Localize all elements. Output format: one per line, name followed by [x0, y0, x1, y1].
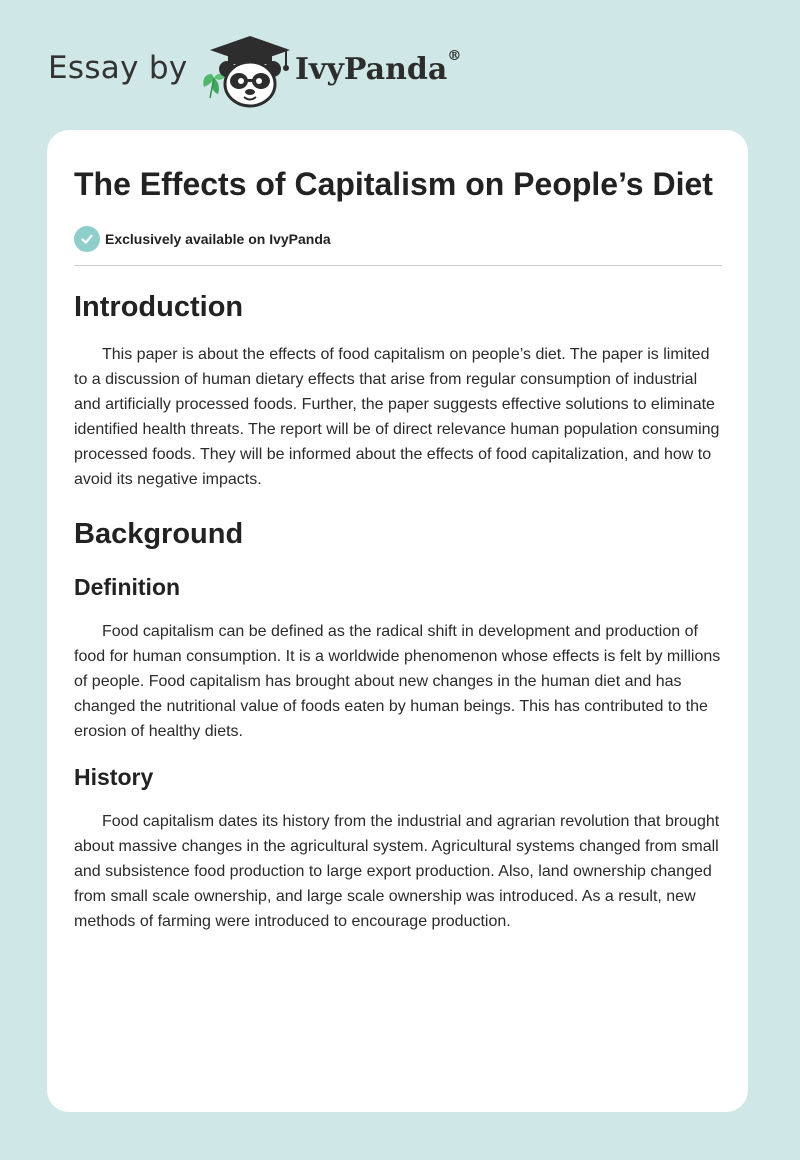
- essay-card: [47, 130, 748, 1112]
- paragraph-introduction: This paper is about the effects of food capitalism on people’s diet. The paper is limited to a discussion of human dietary effects that arise from regular consumption of industrial and artificially processed foods. Further, the paper suggests effective solutions to eliminate identified health threats. The report will be of direct relevance human population consuming processed foods. They will be informed about the effects of food capitalization, and how to avoid its negative impacts.: [74, 346, 720, 488]
- site-header: [0, 0, 800, 130]
- check-circle-icon: [74, 226, 100, 252]
- brand-prefix: Essay by: [48, 50, 188, 86]
- page-title: The Effects of Capitalism on People’s Diet: [74, 166, 713, 202]
- subsection-heading-definition: Definition: [74, 574, 181, 600]
- section-heading-introduction: Introduction: [74, 291, 244, 323]
- paragraph-history: Food capitalism dates its history from the industrial and agrarian revolution that brought about massive changes in the agricultural system. Agricultural systems changed from small and subsistence food production to large export production. Also, land ownership changed from small scale ownership, and large scale ownership was introduced. As a result, new methods of farming were introduced to encourage production.: [74, 813, 720, 930]
- paragraph-definition: Food capitalism can be defined as the radical shift in development and production of food for human consumption. It is a worldwide phenomenon whose effects is felt by millions of people. Food capitalism has brought about new changes in the human diet and has changed the nutritional value of foods eaten by human beings. This has contributed to the erosion of healthy diets.: [74, 623, 721, 740]
- divider: [74, 265, 722, 266]
- registered-mark: ®: [447, 48, 462, 64]
- subsection-heading-history: History: [74, 764, 154, 790]
- brand-name[interactable]: IvyPanda®: [295, 48, 462, 87]
- exclusive-notice: [74, 225, 722, 253]
- panda-graduate-icon[interactable]: [200, 34, 292, 108]
- exclusive-label: Exclusively available on IvyPanda: [105, 231, 331, 247]
- section-heading-background: Background: [74, 518, 244, 550]
